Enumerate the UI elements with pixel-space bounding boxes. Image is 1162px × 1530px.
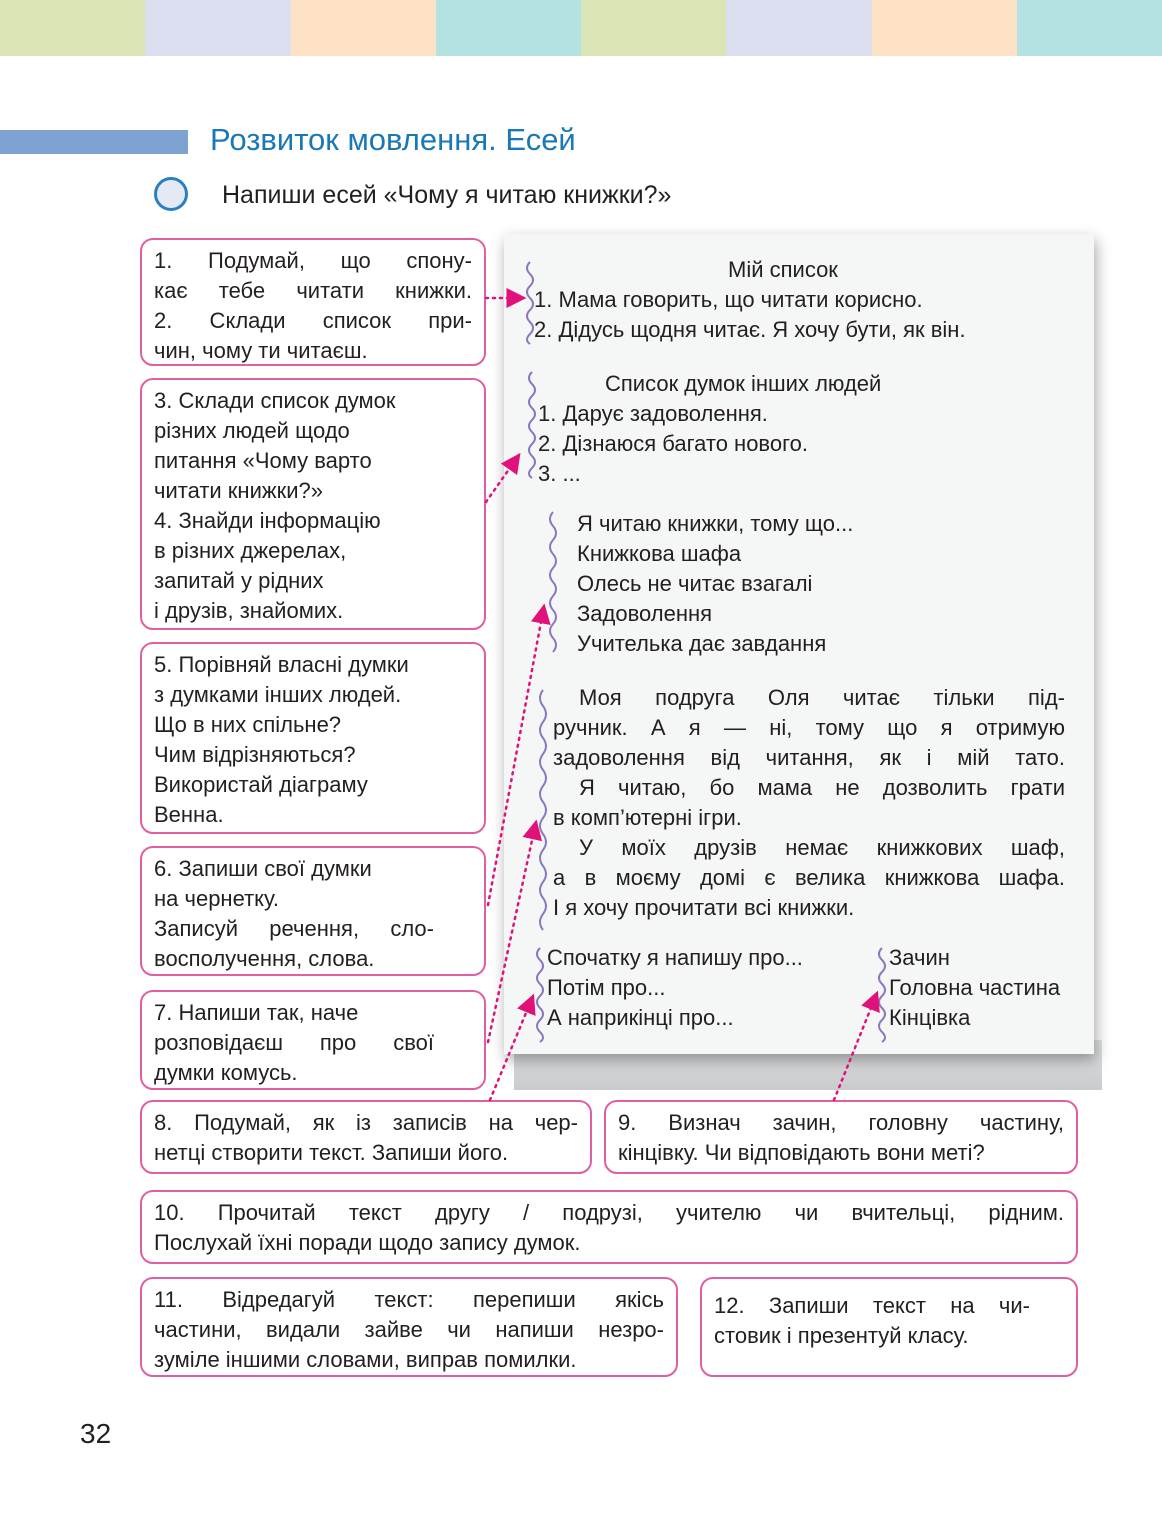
step-line: питання «Чому варто [154, 448, 372, 473]
step-line: чин, чому ти читаєш. [154, 338, 368, 363]
structure-part: Зачин [889, 945, 950, 970]
draft-line: Книжкова шафа [577, 541, 742, 566]
essay-line: І я хочу прочитати всі книжки. [553, 895, 855, 920]
essay-line: У моїх друзів немає книжкових шаф, [579, 835, 1065, 860]
step-line: частини, видали зайве чи напиши незро- [154, 1317, 664, 1342]
others-list-item: 3. ... [538, 461, 581, 486]
step-line: Чим відрізняються? [154, 742, 356, 767]
essay-line: в комп’ютерні ігри. [553, 805, 742, 830]
essay-line: а в моєму домі є велика книжкова шафа. [553, 865, 1065, 890]
step-line: 7. Напиши так, наче [154, 1000, 359, 1025]
essay-line: Я читаю, бо мама не дозволить грати [579, 775, 1065, 800]
step-line: і друзів, знайомих. [154, 598, 344, 623]
arrow-icon [834, 993, 877, 1100]
plan-line: А наприкінці про... [547, 1005, 734, 1030]
step-line: 5. Порівняй власні думки [154, 652, 409, 677]
step-line: читати книжки?» [154, 478, 323, 503]
others-list-title: Список думок інших людей [605, 371, 882, 396]
others-list-item: 2. Дізнаюся багато нового. [538, 431, 808, 456]
step-line: в різних джерелах, [154, 538, 347, 563]
step-line: 3. Склади список думок [154, 388, 396, 413]
essay-line: задоволення від читання, як і мій тато. [553, 745, 1065, 770]
step-line: 6. Запиши свої думки [154, 856, 372, 881]
step-line: запитай у рідних [154, 568, 324, 593]
step-line: Послухай їхні поради щодо запису думок. [154, 1230, 581, 1255]
step-line: 9. Визнач зачин, головну частину, [618, 1110, 1064, 1135]
draft-line: Задоволення [577, 601, 713, 626]
step-line: 10. Прочитай текст другу / подрузі, учителю чи вчительці, рідним. [154, 1200, 1064, 1225]
arrow-icon [486, 455, 519, 502]
bracket-icon [879, 948, 885, 1042]
arrow-icon [488, 606, 544, 905]
step-line: думки комусь. [154, 1060, 298, 1085]
bracket-icon [537, 948, 543, 1042]
bracket-icon [527, 262, 533, 344]
bracket-icon [550, 512, 556, 652]
plan-line: Спочатку я напишу про... [547, 945, 803, 970]
step-line: 12. Запиши текст на чи- [714, 1293, 1030, 1318]
arrow-icon [490, 996, 533, 1100]
step-line: кінцівку. Чи відповідають вони меті? [618, 1140, 985, 1165]
my-list-title: Мій список [728, 257, 838, 282]
bracket-icon [529, 372, 535, 478]
step-line: зуміле іншими словами, виправ помилки. [154, 1347, 577, 1372]
step-line: Записуй речення, сло- [154, 916, 434, 941]
plan-line: Потім про... [547, 975, 666, 1000]
step-line: Використай діаграму [154, 772, 368, 797]
draft-line: Я читаю книжки, тому що... [577, 511, 854, 536]
my-list-item: 2. Дідусь щодня читає. Я хочу бути, як він. [534, 317, 966, 342]
bracket-icon [540, 690, 546, 930]
step-line: Венна. [154, 802, 224, 827]
step-line: розповідаєш про свої [154, 1030, 434, 1055]
step-line: 4. Знайди інформацію [154, 508, 381, 533]
step-line: на чернетку. [154, 886, 279, 911]
essay-line: Моя подруга Оля читає тільки під- [579, 685, 1065, 710]
step-line: кає тебе читати книжки. [154, 278, 472, 303]
my-list-item: 1. Мама говорить, що читати корисно. [534, 287, 923, 312]
step-line: з думками інших людей. [154, 682, 402, 707]
structure-part: Головна частина [889, 975, 1061, 1000]
draft-line: Учителька дає завдання [577, 631, 827, 656]
step-line: 1. Подумай, що спону- [154, 248, 472, 273]
step-line: нетці створити текст. Запиши його. [154, 1140, 509, 1165]
step-line: восполучення, слова. [154, 946, 375, 971]
step-line: 2. Склади список при- [154, 308, 472, 333]
task-text: Напиши есей «Чому я читаю книжки?» [222, 181, 672, 209]
step-line: стовик і презентуй класу. [714, 1323, 969, 1348]
essay-line: ручник. А я — ні, тому що я отримую [553, 715, 1065, 740]
step-line: Що в них спільне? [154, 712, 342, 737]
structure-part: Кінцівка [889, 1005, 971, 1030]
page-title: Розвиток мовлення. Есей [210, 122, 576, 157]
draft-line: Олесь не читає взагалі [577, 571, 813, 596]
step-line: різних людей щодо [154, 418, 350, 443]
step-line: 11. Відредагуй текст: перепиши якісь [154, 1287, 664, 1312]
page-number: 32 [80, 1418, 112, 1449]
step-line: 8. Подумай, як із записів на чер- [154, 1110, 578, 1135]
others-list-item: 1. Дарує задоволення. [538, 401, 768, 426]
